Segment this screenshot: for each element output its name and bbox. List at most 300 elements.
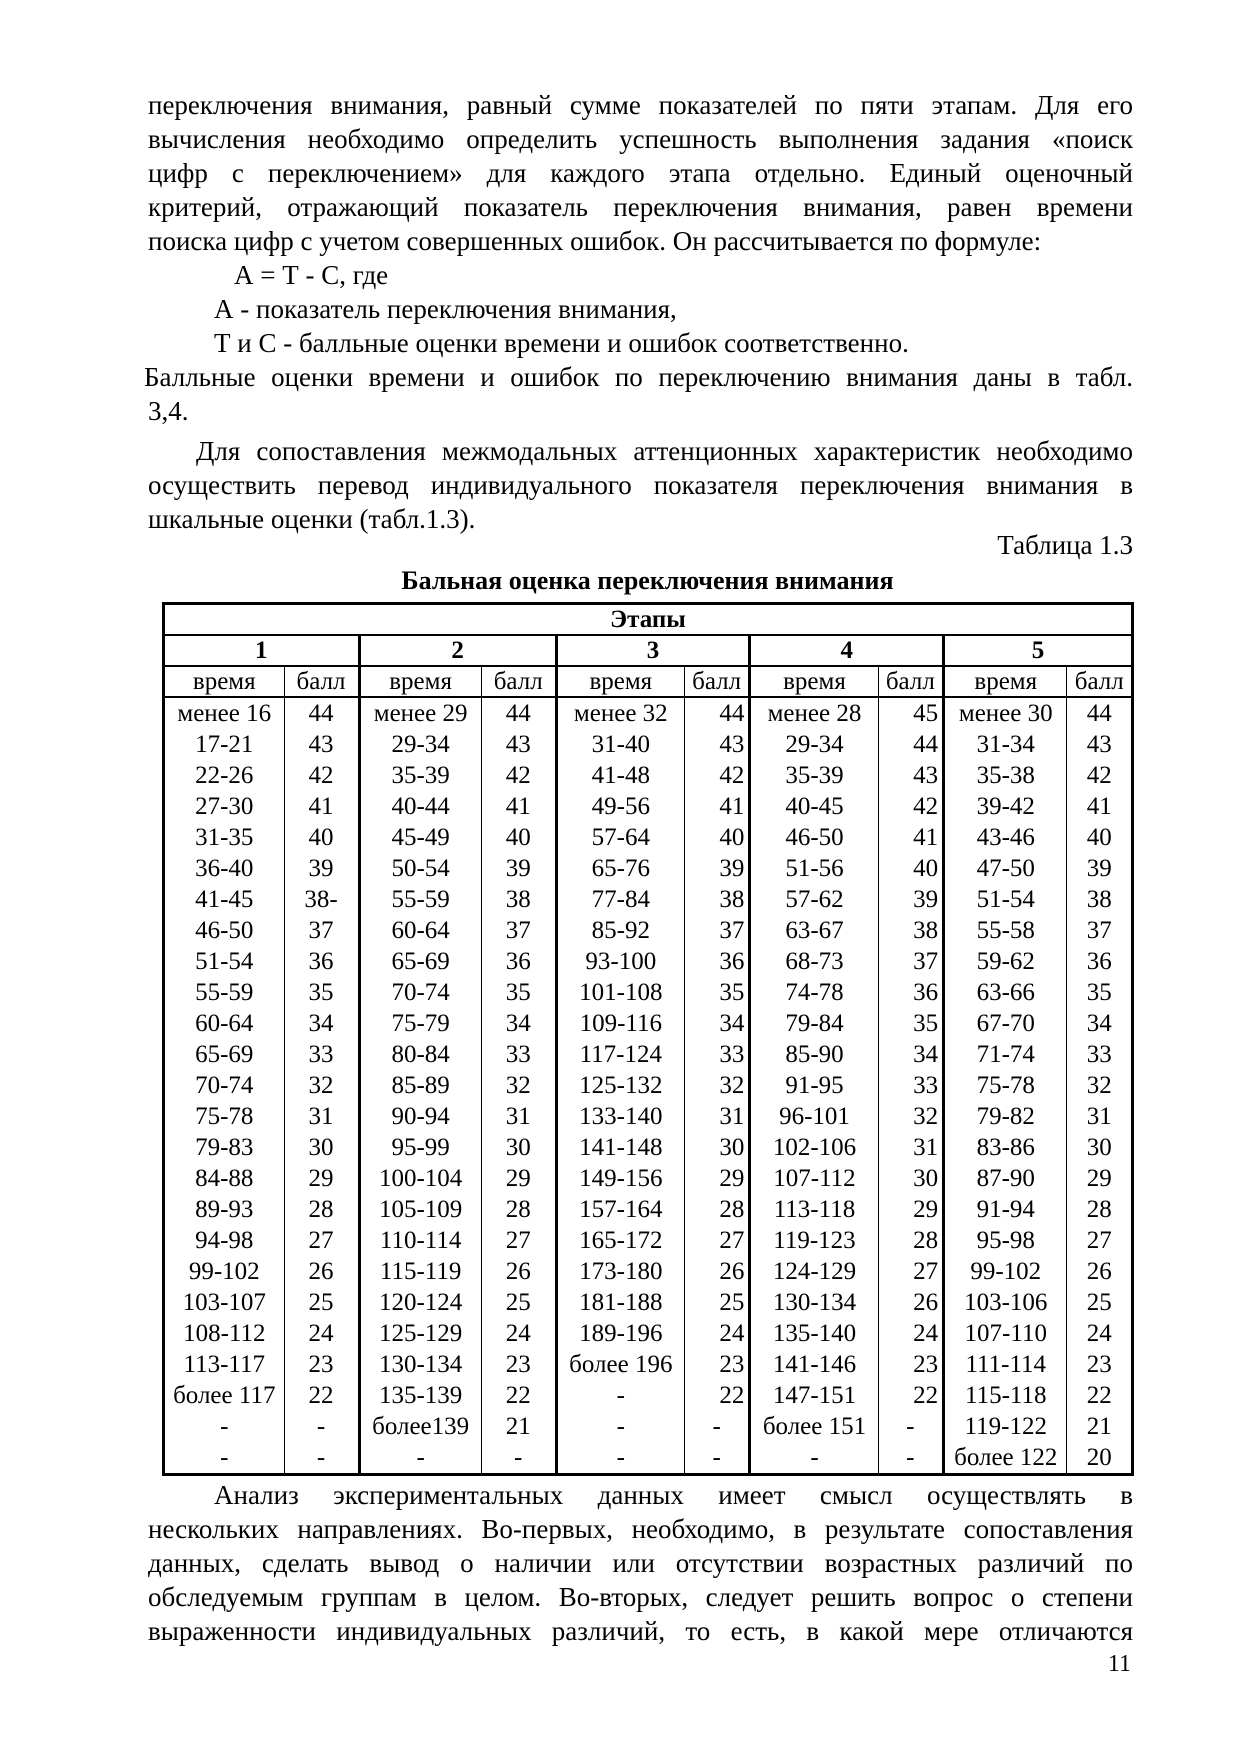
time-cell: 35-39 bbox=[359, 760, 481, 791]
score-cell: 38 bbox=[481, 884, 556, 915]
table-caption: Таблица 1.3 bbox=[997, 530, 1133, 560]
text-line: вычисления необходимо определить успешность выполнения задания «поиск bbox=[148, 124, 1133, 154]
time-cell: - bbox=[164, 1442, 285, 1475]
time-cell: менее 16 bbox=[164, 697, 285, 729]
time-cell: 39-42 bbox=[944, 791, 1067, 822]
time-cell: 65-69 bbox=[164, 1039, 285, 1070]
score-cell: 26 bbox=[1067, 1256, 1133, 1287]
column-header-time: время bbox=[750, 666, 878, 697]
time-cell: 51-54 bbox=[944, 884, 1067, 915]
score-cell: 27 bbox=[684, 1225, 750, 1256]
time-cell: 55-59 bbox=[164, 977, 285, 1008]
score-cell: 34 bbox=[878, 1039, 944, 1070]
score-cell: - bbox=[481, 1442, 556, 1475]
paragraph-intro bbox=[144, 88, 1133, 428]
stage-header-2: 2 bbox=[359, 635, 556, 666]
text-line: поиска цифр с учетом совершенных ошибок. Он рассчитывается по формуле: bbox=[148, 226, 1042, 256]
time-cell: 189-196 bbox=[556, 1318, 684, 1349]
score-table-body bbox=[164, 697, 1133, 1475]
time-cell: 87-90 bbox=[944, 1163, 1067, 1194]
time-cell: 119-123 bbox=[750, 1225, 878, 1256]
time-cell: - bbox=[556, 1411, 684, 1442]
time-cell: 31-34 bbox=[944, 729, 1067, 760]
time-cell: 99-102 bbox=[164, 1256, 285, 1287]
score-cell: 39 bbox=[284, 853, 359, 884]
table-row bbox=[164, 1039, 1133, 1070]
score-cell: 31 bbox=[684, 1101, 750, 1132]
time-cell: 51-54 bbox=[164, 946, 285, 977]
table-row bbox=[164, 1287, 1133, 1318]
time-cell: 63-66 bbox=[944, 977, 1067, 1008]
table-row bbox=[164, 946, 1133, 977]
time-cell: - bbox=[556, 1380, 684, 1411]
time-cell: 46-50 bbox=[164, 915, 285, 946]
score-cell: 37 bbox=[284, 915, 359, 946]
definition-a: А - показатель переключения внимания, bbox=[214, 294, 677, 324]
score-cell: 29 bbox=[1067, 1163, 1133, 1194]
table-row bbox=[164, 977, 1133, 1008]
time-cell: более139 bbox=[359, 1411, 481, 1442]
time-cell: 65-69 bbox=[359, 946, 481, 977]
time-cell: 60-64 bbox=[164, 1008, 285, 1039]
time-cell: 75-78 bbox=[944, 1070, 1067, 1101]
table-row bbox=[164, 853, 1133, 884]
score-cell: 22 bbox=[684, 1380, 750, 1411]
text-line: 3,4. bbox=[148, 396, 189, 426]
table-row bbox=[164, 697, 1133, 729]
score-cell: 23 bbox=[481, 1349, 556, 1380]
time-cell: 55-59 bbox=[359, 884, 481, 915]
time-cell: 111-114 bbox=[944, 1349, 1067, 1380]
score-cell: 33 bbox=[1067, 1039, 1133, 1070]
score-cell: - bbox=[284, 1411, 359, 1442]
table-row bbox=[164, 1256, 1133, 1287]
text-line: цифр с переключением» для каждого этапа отдельно. Единый оценочный bbox=[148, 158, 1133, 188]
time-cell: 99-102 bbox=[944, 1256, 1067, 1287]
time-cell: 31-40 bbox=[556, 729, 684, 760]
time-cell: 130-134 bbox=[750, 1287, 878, 1318]
time-cell: 173-180 bbox=[556, 1256, 684, 1287]
time-cell: менее 28 bbox=[750, 697, 878, 729]
score-cell: 30 bbox=[878, 1163, 944, 1194]
table-row bbox=[164, 729, 1133, 760]
score-cell: 29 bbox=[481, 1163, 556, 1194]
time-cell: более 122 bbox=[944, 1442, 1067, 1475]
score-cell: 22 bbox=[878, 1380, 944, 1411]
time-cell: 91-95 bbox=[750, 1070, 878, 1101]
time-cell: 119-122 bbox=[944, 1411, 1067, 1442]
score-cell: 43 bbox=[684, 729, 750, 760]
score-cell: 32 bbox=[1067, 1070, 1133, 1101]
time-cell: 27-30 bbox=[164, 791, 285, 822]
score-cell: 29 bbox=[878, 1194, 944, 1225]
time-cell: 41-48 bbox=[556, 760, 684, 791]
column-header-time: время bbox=[164, 666, 285, 697]
score-cell: 40 bbox=[878, 853, 944, 884]
table-row bbox=[164, 1442, 1133, 1475]
time-cell: 120-124 bbox=[359, 1287, 481, 1318]
table-row bbox=[164, 1101, 1133, 1132]
time-cell: 89-93 bbox=[164, 1194, 285, 1225]
score-cell: 20 bbox=[1067, 1442, 1133, 1475]
stage-header-3: 3 bbox=[556, 635, 750, 666]
score-cell: 36 bbox=[684, 946, 750, 977]
score-cell: 41 bbox=[481, 791, 556, 822]
text-line: Балльные оценки времени и ошибок по переключению внимания даны в табл. bbox=[144, 362, 1133, 392]
score-cell: 28 bbox=[878, 1225, 944, 1256]
table-row bbox=[164, 1132, 1133, 1163]
score-table bbox=[162, 602, 1134, 1476]
time-cell: 83-86 bbox=[944, 1132, 1067, 1163]
time-cell: 79-83 bbox=[164, 1132, 285, 1163]
score-cell: 23 bbox=[878, 1349, 944, 1380]
time-cell: более 196 bbox=[556, 1349, 684, 1380]
score-cell: 44 bbox=[684, 697, 750, 729]
time-cell: 113-118 bbox=[750, 1194, 878, 1225]
table-row bbox=[164, 1070, 1133, 1101]
text-line: выраженности индивидуальных различий, то есть, в какой мере отличаются bbox=[148, 1616, 1133, 1646]
score-cell: 36 bbox=[481, 946, 556, 977]
time-cell: 68-73 bbox=[750, 946, 878, 977]
table-row bbox=[164, 822, 1133, 853]
time-cell: 141-146 bbox=[750, 1349, 878, 1380]
time-cell: 85-92 bbox=[556, 915, 684, 946]
score-cell: 41 bbox=[1067, 791, 1133, 822]
time-cell: 40-44 bbox=[359, 791, 481, 822]
text-line: Для сопоставления межмодальных аттенционных характеристик необходимо bbox=[196, 436, 1133, 466]
score-cell: 26 bbox=[878, 1287, 944, 1318]
score-cell: 31 bbox=[284, 1101, 359, 1132]
time-cell: 101-108 bbox=[556, 977, 684, 1008]
time-cell: 124-129 bbox=[750, 1256, 878, 1287]
time-cell: 31-35 bbox=[164, 822, 285, 853]
score-cell: 33 bbox=[284, 1039, 359, 1070]
score-cell: 24 bbox=[284, 1318, 359, 1349]
time-cell: 70-74 bbox=[164, 1070, 285, 1101]
formula: А = Т - С, где bbox=[234, 260, 389, 290]
text-line: Анализ экспериментальных данных имеет смысл осуществлять в bbox=[214, 1480, 1133, 1510]
stage-header-5: 5 bbox=[944, 635, 1133, 666]
score-cell: 40 bbox=[1067, 822, 1133, 853]
score-cell: 32 bbox=[684, 1070, 750, 1101]
score-cell: 40 bbox=[684, 822, 750, 853]
text-line: шкальные оценки (табл.1.3). bbox=[148, 504, 476, 534]
score-cell: 39 bbox=[1067, 853, 1133, 884]
time-cell: - bbox=[556, 1442, 684, 1475]
time-cell: 60-64 bbox=[359, 915, 481, 946]
score-cell: 21 bbox=[481, 1411, 556, 1442]
score-cell: 39 bbox=[481, 853, 556, 884]
stage-header-1: 1 bbox=[164, 635, 360, 666]
time-cell: 67-70 bbox=[944, 1008, 1067, 1039]
table-row bbox=[164, 1380, 1133, 1411]
score-cell: 43 bbox=[878, 760, 944, 791]
score-cell: 32 bbox=[481, 1070, 556, 1101]
score-cell: 38- bbox=[284, 884, 359, 915]
score-cell: - bbox=[684, 1442, 750, 1475]
time-cell: 75-78 bbox=[164, 1101, 285, 1132]
time-cell: - bbox=[750, 1442, 878, 1475]
time-cell: - bbox=[164, 1411, 285, 1442]
score-cell: 44 bbox=[481, 697, 556, 729]
score-cell: 24 bbox=[878, 1318, 944, 1349]
column-header-time: время bbox=[944, 666, 1067, 697]
time-cell: 71-74 bbox=[944, 1039, 1067, 1070]
score-cell: 30 bbox=[481, 1132, 556, 1163]
time-cell: 133-140 bbox=[556, 1101, 684, 1132]
stage-header-4: 4 bbox=[750, 635, 944, 666]
score-cell: 29 bbox=[284, 1163, 359, 1194]
time-cell: 45-49 bbox=[359, 822, 481, 853]
score-cell: 25 bbox=[481, 1287, 556, 1318]
time-cell: 96-101 bbox=[750, 1101, 878, 1132]
time-cell: 91-94 bbox=[944, 1194, 1067, 1225]
time-cell: 165-172 bbox=[556, 1225, 684, 1256]
time-cell: 57-64 bbox=[556, 822, 684, 853]
time-cell: 46-50 bbox=[750, 822, 878, 853]
score-cell: 44 bbox=[878, 729, 944, 760]
time-cell: 125-132 bbox=[556, 1070, 684, 1101]
text-line: нескольких направлениях. Во-первых, необходимо, в результате сопоставления bbox=[148, 1514, 1133, 1544]
score-cell: 42 bbox=[481, 760, 556, 791]
score-cell: 34 bbox=[481, 1008, 556, 1039]
time-cell: 84-88 bbox=[164, 1163, 285, 1194]
time-cell: 135-139 bbox=[359, 1380, 481, 1411]
score-cell: 26 bbox=[284, 1256, 359, 1287]
column-header-score: балл bbox=[481, 666, 556, 697]
time-cell: 147-151 bbox=[750, 1380, 878, 1411]
time-cell: 22-26 bbox=[164, 760, 285, 791]
score-cell: 31 bbox=[1067, 1101, 1133, 1132]
score-cell: 36 bbox=[1067, 946, 1133, 977]
text-line: обследуемым группам в целом. Во-вторых, следует решить вопрос о степени bbox=[148, 1582, 1133, 1612]
score-cell: 34 bbox=[284, 1008, 359, 1039]
time-cell: 181-188 bbox=[556, 1287, 684, 1318]
score-cell: 25 bbox=[1067, 1287, 1133, 1318]
score-cell: 31 bbox=[481, 1101, 556, 1132]
score-cell: 27 bbox=[1067, 1225, 1133, 1256]
score-cell: 23 bbox=[284, 1349, 359, 1380]
time-cell: 79-84 bbox=[750, 1008, 878, 1039]
time-cell: 75-79 bbox=[359, 1008, 481, 1039]
time-cell: 79-82 bbox=[944, 1101, 1067, 1132]
column-header-score: балл bbox=[284, 666, 359, 697]
table-row bbox=[164, 1411, 1133, 1442]
score-cell: 35 bbox=[684, 977, 750, 1008]
time-cell: 35-38 bbox=[944, 760, 1067, 791]
score-cell: 28 bbox=[684, 1194, 750, 1225]
table-title: Бальная оценка переключения внимания bbox=[401, 566, 894, 595]
time-cell: 157-164 bbox=[556, 1194, 684, 1225]
score-cell: 40 bbox=[481, 822, 556, 853]
score-cell: - bbox=[878, 1411, 944, 1442]
time-cell: 47-50 bbox=[944, 853, 1067, 884]
time-cell: 85-90 bbox=[750, 1039, 878, 1070]
column-header-row bbox=[164, 666, 1133, 697]
score-cell: - bbox=[684, 1411, 750, 1442]
time-cell: 149-156 bbox=[556, 1163, 684, 1194]
score-cell: 37 bbox=[481, 915, 556, 946]
time-cell: 95-99 bbox=[359, 1132, 481, 1163]
score-cell: 38 bbox=[684, 884, 750, 915]
score-cell: 38 bbox=[878, 915, 944, 946]
table-row bbox=[164, 1225, 1133, 1256]
time-cell: 107-112 bbox=[750, 1163, 878, 1194]
time-cell: 29-34 bbox=[750, 729, 878, 760]
time-cell: - bbox=[359, 1442, 481, 1475]
score-cell: 43 bbox=[1067, 729, 1133, 760]
time-cell: 40-45 bbox=[750, 791, 878, 822]
text-line: осуществить перевод индивидуального показателя переключения внимания в bbox=[148, 470, 1133, 500]
time-cell: 59-62 bbox=[944, 946, 1067, 977]
score-cell: 24 bbox=[481, 1318, 556, 1349]
score-cell: 34 bbox=[1067, 1008, 1133, 1039]
score-cell: 32 bbox=[284, 1070, 359, 1101]
time-cell: 29-34 bbox=[359, 729, 481, 760]
text-line: переключения внимания, равный сумме показателей по пяти этапам. Для его bbox=[148, 90, 1133, 120]
score-cell: 35 bbox=[284, 977, 359, 1008]
time-cell: 117-124 bbox=[556, 1039, 684, 1070]
score-cell: 26 bbox=[481, 1256, 556, 1287]
paragraph-conversion bbox=[148, 434, 1133, 536]
time-cell: 90-94 bbox=[359, 1101, 481, 1132]
time-cell: более 151 bbox=[750, 1411, 878, 1442]
score-cell: 33 bbox=[878, 1070, 944, 1101]
time-cell: 100-104 bbox=[359, 1163, 481, 1194]
score-cell: 43 bbox=[481, 729, 556, 760]
score-cell: 41 bbox=[284, 791, 359, 822]
score-cell: 26 bbox=[684, 1256, 750, 1287]
score-cell: 38 bbox=[1067, 884, 1133, 915]
time-cell: 113-117 bbox=[164, 1349, 285, 1380]
time-cell: 95-98 bbox=[944, 1225, 1067, 1256]
time-cell: 70-74 bbox=[359, 977, 481, 1008]
score-cell: 27 bbox=[284, 1225, 359, 1256]
time-cell: 110-114 bbox=[359, 1225, 481, 1256]
score-cell: 24 bbox=[1067, 1318, 1133, 1349]
column-header-time: время bbox=[359, 666, 481, 697]
time-cell: 36-40 bbox=[164, 853, 285, 884]
score-cell: 43 bbox=[284, 729, 359, 760]
table-row bbox=[164, 1194, 1133, 1225]
score-cell: 23 bbox=[1067, 1349, 1133, 1380]
time-cell: 85-89 bbox=[359, 1070, 481, 1101]
definition-t-c: Т и С - балльные оценки времени и ошибок соответственно. bbox=[214, 328, 909, 358]
column-header-score: балл bbox=[1067, 666, 1133, 697]
time-cell: 115-119 bbox=[359, 1256, 481, 1287]
time-cell: 93-100 bbox=[556, 946, 684, 977]
score-cell: 28 bbox=[1067, 1194, 1133, 1225]
time-cell: 107-110 bbox=[944, 1318, 1067, 1349]
score-cell: 36 bbox=[284, 946, 359, 977]
table-row bbox=[164, 760, 1133, 791]
table-row bbox=[164, 1163, 1133, 1194]
time-cell: более 117 bbox=[164, 1380, 285, 1411]
score-cell: 25 bbox=[284, 1287, 359, 1318]
time-cell: 141-148 bbox=[556, 1132, 684, 1163]
score-cell: 25 bbox=[684, 1287, 750, 1318]
score-cell: 28 bbox=[481, 1194, 556, 1225]
column-header-score: балл bbox=[684, 666, 750, 697]
score-cell: 42 bbox=[1067, 760, 1133, 791]
time-cell: 50-54 bbox=[359, 853, 481, 884]
score-cell: 42 bbox=[684, 760, 750, 791]
score-cell: - bbox=[284, 1442, 359, 1475]
time-cell: 77-84 bbox=[556, 884, 684, 915]
table-row bbox=[164, 1008, 1133, 1039]
stage-header-row bbox=[164, 635, 1133, 666]
score-cell: 33 bbox=[684, 1039, 750, 1070]
time-cell: 17-21 bbox=[164, 729, 285, 760]
score-cell: 44 bbox=[1067, 697, 1133, 729]
time-cell: 63-67 bbox=[750, 915, 878, 946]
time-cell: менее 29 bbox=[359, 697, 481, 729]
page-number: 11 bbox=[1107, 1651, 1131, 1677]
score-cell: 30 bbox=[1067, 1132, 1133, 1163]
time-cell: 103-107 bbox=[164, 1287, 285, 1318]
time-cell: менее 32 bbox=[556, 697, 684, 729]
text-line: данных, сделать вывод о наличии или отсутствии возрастных различий по bbox=[148, 1548, 1133, 1578]
time-cell: 109-116 bbox=[556, 1008, 684, 1039]
score-cell: 32 bbox=[878, 1101, 944, 1132]
score-cell: 27 bbox=[481, 1225, 556, 1256]
paragraph-analysis bbox=[148, 1478, 1133, 1648]
time-cell: 135-140 bbox=[750, 1318, 878, 1349]
score-cell: 23 bbox=[684, 1349, 750, 1380]
score-cell: 39 bbox=[684, 853, 750, 884]
score-cell: 42 bbox=[878, 791, 944, 822]
score-cell: 37 bbox=[684, 915, 750, 946]
score-cell: 22 bbox=[1067, 1380, 1133, 1411]
time-cell: 80-84 bbox=[359, 1039, 481, 1070]
score-cell: 33 bbox=[481, 1039, 556, 1070]
time-cell: 94-98 bbox=[164, 1225, 285, 1256]
column-header-time: время bbox=[556, 666, 684, 697]
table-row bbox=[164, 884, 1133, 915]
score-cell: 22 bbox=[481, 1380, 556, 1411]
time-cell: 55-58 bbox=[944, 915, 1067, 946]
time-cell: 51-56 bbox=[750, 853, 878, 884]
score-cell: 36 bbox=[878, 977, 944, 1008]
score-cell: 41 bbox=[684, 791, 750, 822]
time-cell: 115-118 bbox=[944, 1380, 1067, 1411]
score-cell: 35 bbox=[1067, 977, 1133, 1008]
time-cell: 74-78 bbox=[750, 977, 878, 1008]
score-cell: - bbox=[878, 1442, 944, 1475]
score-cell: 44 bbox=[284, 697, 359, 729]
time-cell: 105-109 bbox=[359, 1194, 481, 1225]
score-cell: 27 bbox=[878, 1256, 944, 1287]
time-cell: 57-62 bbox=[750, 884, 878, 915]
text-line: критерий, отражающий показатель переключения внимания, равен времени bbox=[148, 192, 1133, 222]
score-cell: 42 bbox=[284, 760, 359, 791]
score-cell: 37 bbox=[1067, 915, 1133, 946]
score-cell: 40 bbox=[284, 822, 359, 853]
score-cell: 31 bbox=[878, 1132, 944, 1163]
time-cell: 103-106 bbox=[944, 1287, 1067, 1318]
time-cell: 35-39 bbox=[750, 760, 878, 791]
time-cell: 108-112 bbox=[164, 1318, 285, 1349]
time-cell: 65-76 bbox=[556, 853, 684, 884]
score-cell: 35 bbox=[481, 977, 556, 1008]
score-cell: 21 bbox=[1067, 1411, 1133, 1442]
score-cell: 30 bbox=[284, 1132, 359, 1163]
time-cell: 43-46 bbox=[944, 822, 1067, 853]
table-row bbox=[164, 915, 1133, 946]
time-cell: 125-129 bbox=[359, 1318, 481, 1349]
score-cell: 30 bbox=[684, 1132, 750, 1163]
score-cell: 41 bbox=[878, 822, 944, 853]
